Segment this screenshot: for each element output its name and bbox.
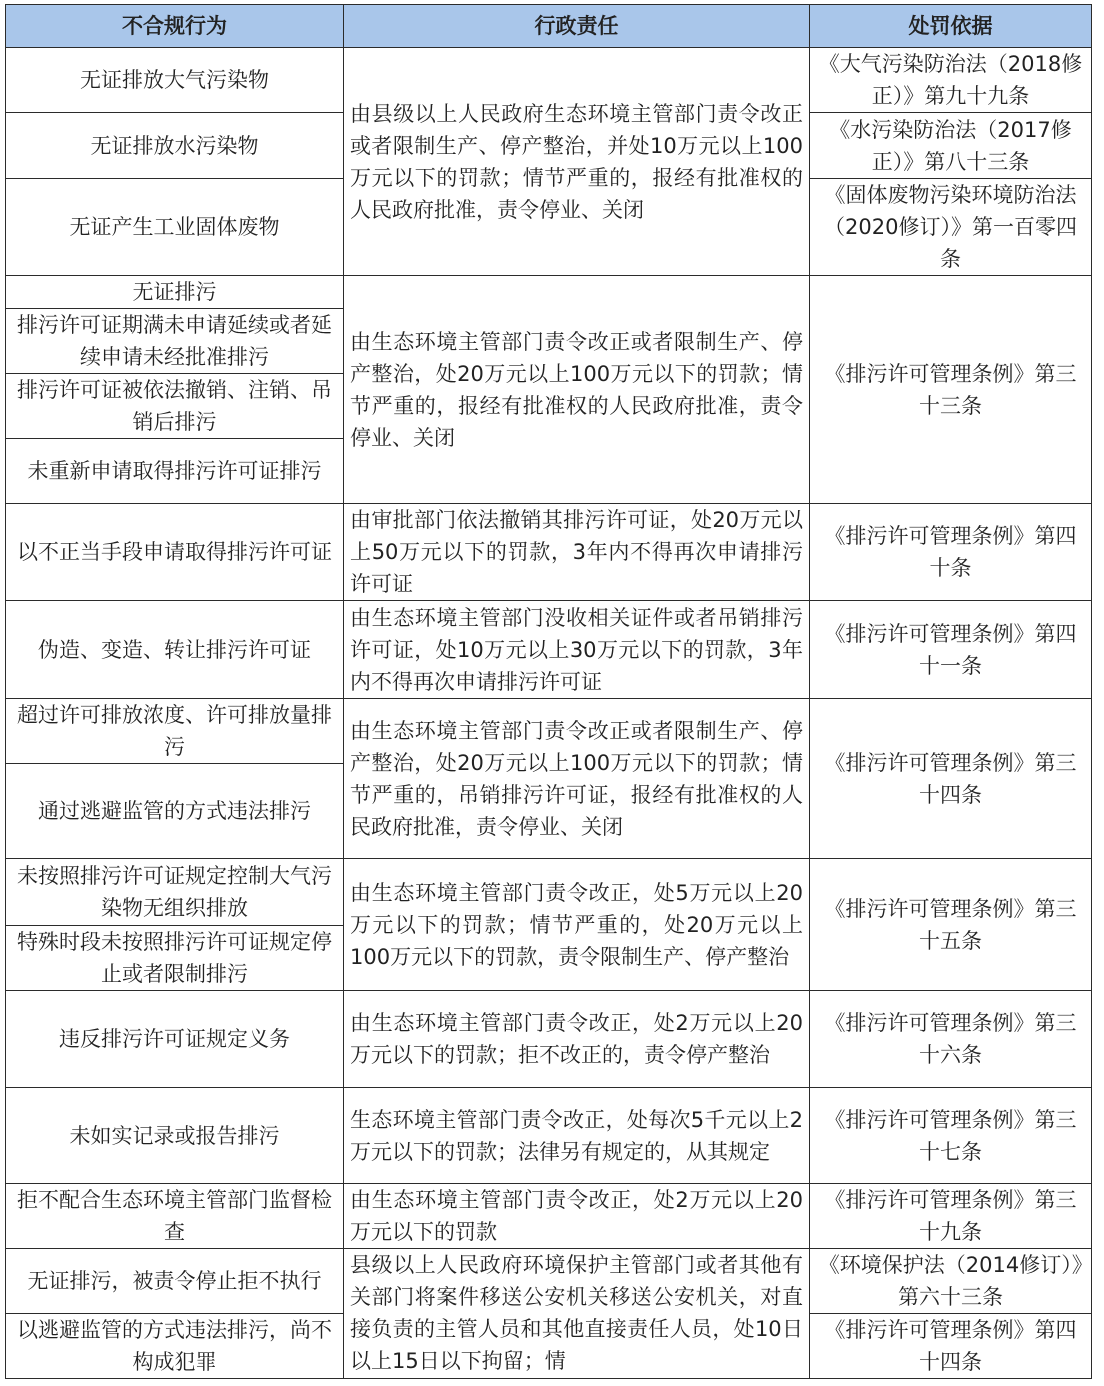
table-row (6, 699, 1092, 764)
behavior-cell: 未如实记录或报告排污 (6, 1088, 344, 1184)
header-liability: 行政责任 (344, 5, 810, 48)
behavior-cell: 无证排放水污染物 (6, 113, 344, 179)
liability-cell: 由生态环境主管部门没收相关证件或者吊销排污许可证，处10万元以上30万元以下的罚款，3年内不得再次申请排污许可证 (344, 601, 810, 699)
behavior-cell: 特殊时段未按照排污许可证规定停止或者限制排污 (6, 926, 344, 991)
liability-cell: 由生态环境主管部门责令改正，处2万元以上20万元以下的罚款；拒不改正的，责令停产整治 (344, 991, 810, 1088)
basis-cell: 《排污许可管理条例》第三十六条 (810, 991, 1092, 1088)
behavior-cell: 无证排污 (6, 276, 344, 309)
behavior-cell: 排污许可证被依法撤销、注销、吊销后排污 (6, 374, 344, 439)
header-basis: 处罚依据 (810, 5, 1092, 48)
behavior-cell: 未按照排污许可证规定控制大气污染物无组织排放 (6, 859, 344, 926)
liability-cell: 由生态环境主管部门责令改正或者限制生产、停产整治，处20万元以上100万元以下的罚款；情节严重的，吊销排污许可证，报经有批准权的人民政府批准，责令停业、关闭 (344, 699, 810, 859)
basis-cell: 《排污许可管理条例》第三十四条 (810, 699, 1092, 859)
behavior-cell: 未重新申请取得排污许可证排污 (6, 439, 344, 504)
behavior-cell: 通过逃避监管的方式违法排污 (6, 764, 344, 859)
basis-cell: 《水污染防治法（2017修正）》第八十三条 (810, 113, 1092, 179)
compliance-table (5, 4, 1092, 1379)
basis-cell: 《排污许可管理条例》第三十九条 (810, 1184, 1092, 1249)
basis-cell: 《排污许可管理条例》第四十四条 (810, 1314, 1092, 1379)
behavior-cell: 违反排污许可证规定义务 (6, 991, 344, 1088)
table-row (6, 601, 1092, 699)
liability-cell: 由县级以上人民政府生态环境主管部门责令改正或者限制生产、停产整治，并处10万元以上100万元以下的罚款；情节严重的，报经有批准权的人民政府批准，责令停业、关闭 (344, 48, 810, 276)
behavior-cell: 伪造、变造、转让排污许可证 (6, 601, 344, 699)
header-row (6, 5, 1092, 48)
liability-text: 县级以上人民政府环境保护主管部门或者其他有关部门将案件移送公安机关移送公安机关，对直接负责的主管人员和其他直接责任人员，处10日以上15日以下拘留；情 (350, 1253, 803, 1373)
table-row (6, 1184, 1092, 1249)
behavior-cell: 拒不配合生态环境主管部门监督检查 (6, 1184, 344, 1249)
behavior-cell: 无证排放大气污染物 (6, 48, 344, 113)
table-row (6, 276, 1092, 309)
behavior-cell: 以逃避监管的方式违法排污，尚不构成犯罪 (6, 1314, 344, 1379)
table-row (6, 1249, 1092, 1314)
liability-cell: 由生态环境主管部门责令改正，处2万元以上20万元以下的罚款 (344, 1184, 810, 1249)
behavior-cell: 排污许可证期满未申请延续或者延续申请未经批准排污 (6, 309, 344, 374)
table-row (6, 48, 1092, 113)
liability-cell (344, 1249, 810, 1379)
liability-cell: 由生态环境主管部门责令改正或者限制生产、停产整治，处20万元以上100万元以下的罚款；情节严重的，报经有批准权的人民政府批准，责令停业、关闭 (344, 276, 810, 504)
basis-cell: 《排污许可管理条例》第四十一条 (810, 601, 1092, 699)
table-row (6, 991, 1092, 1088)
table-row (6, 859, 1092, 926)
basis-cell: 《排污许可管理条例》第三十七条 (810, 1088, 1092, 1184)
behavior-cell: 以不正当手段申请取得排污许可证 (6, 504, 344, 601)
table-row (6, 504, 1092, 601)
basis-cell: 《排污许可管理条例》第四十条 (810, 504, 1092, 601)
liability-cell: 由审批部门依法撤销其排污许可证，处20万元以上50万元以下的罚款，3年内不得再次申请排污许可证 (344, 504, 810, 601)
basis-cell: 《排污许可管理条例》第三十三条 (810, 276, 1092, 504)
behavior-cell: 超过许可排放浓度、许可排放量排污 (6, 699, 344, 764)
table-row (6, 1088, 1092, 1184)
basis-cell: 《排污许可管理条例》第三十五条 (810, 859, 1092, 991)
header-behavior: 不合规行为 (6, 5, 344, 48)
liability-cell: 由生态环境主管部门责令改正，处5万元以上20万元以下的罚款；情节严重的，处20万元以上100万元以下的罚款，责令限制生产、停产整治 (344, 859, 810, 991)
basis-cell: 《固体废物污染环境防治法（2020修订）》第一百零四条 (810, 179, 1092, 276)
basis-cell: 《环境保护法（2014修订）》第六十三条 (810, 1249, 1092, 1314)
behavior-cell: 无证排污，被责令停止拒不执行 (6, 1249, 344, 1314)
liability-cell: 生态环境主管部门责令改正，处每次5千元以上2万元以下的罚款；法律另有规定的，从其规定 (344, 1088, 810, 1184)
behavior-cell: 无证产生工业固体废物 (6, 179, 344, 276)
basis-cell: 《大气污染防治法（2018修正）》第九十九条 (810, 48, 1092, 113)
